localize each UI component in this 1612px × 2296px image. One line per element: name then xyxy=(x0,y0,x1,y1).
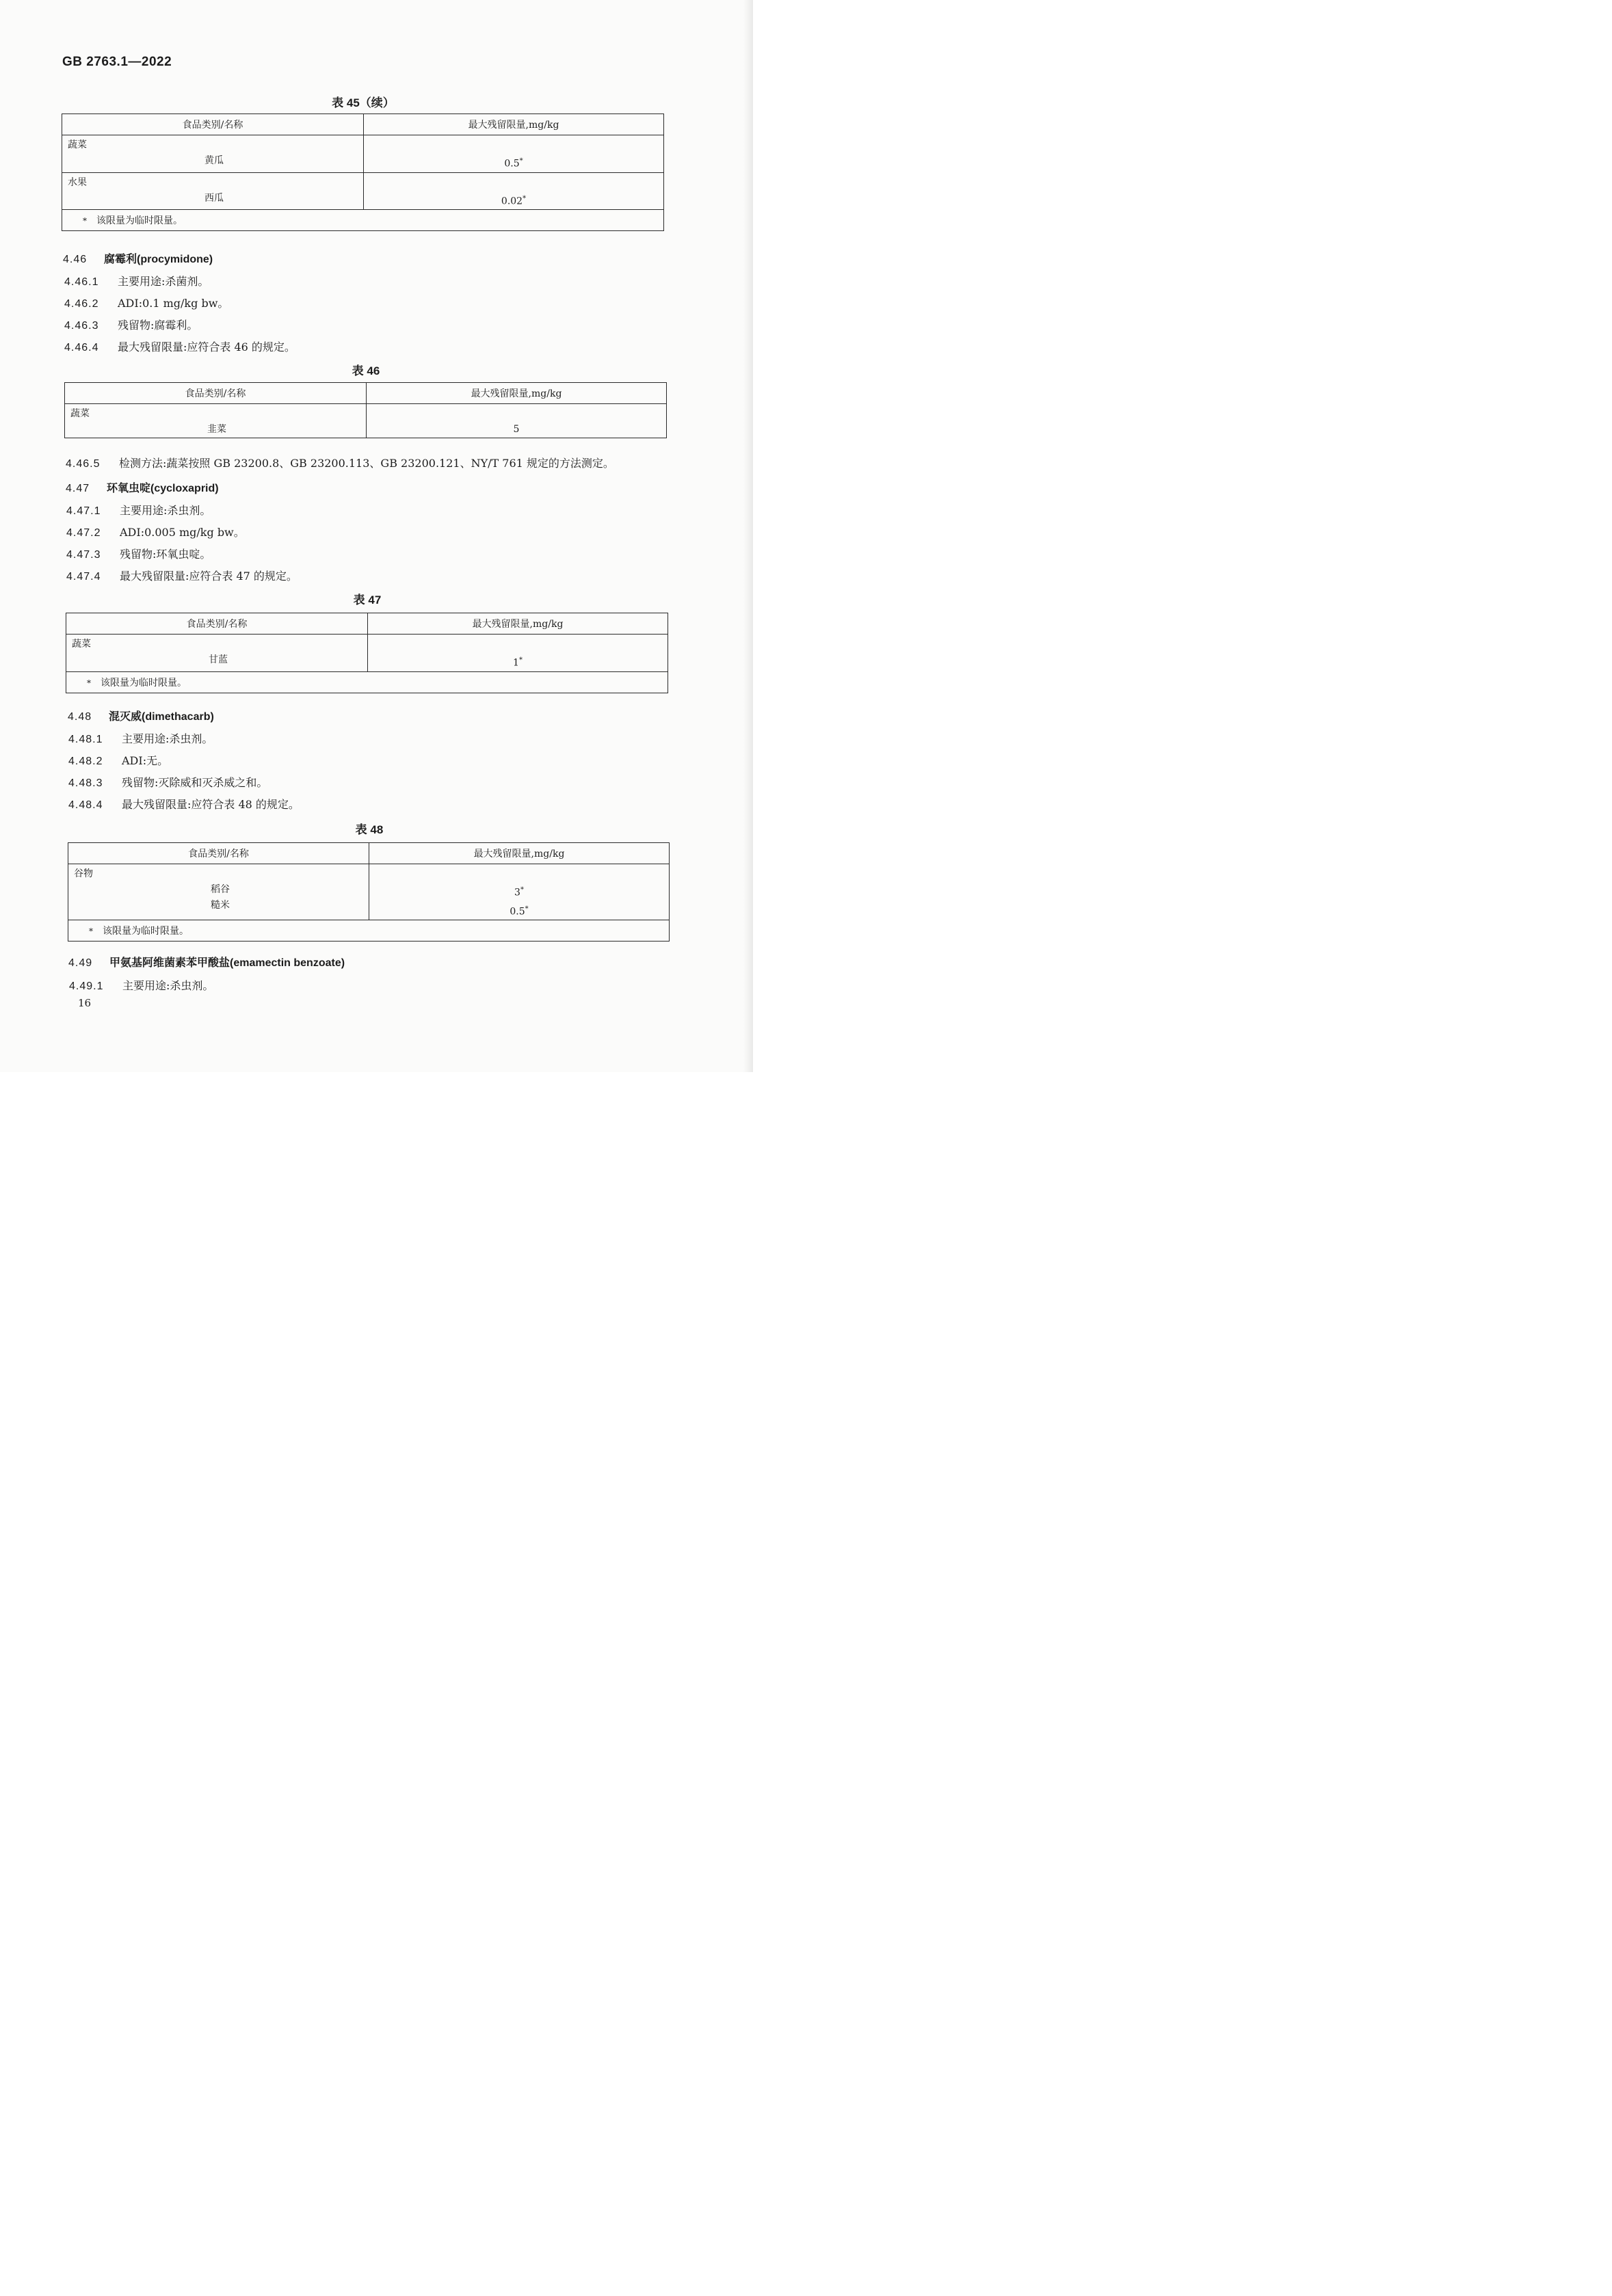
food-name: 西瓜 xyxy=(204,192,224,204)
table-46-caption: 表 46 xyxy=(352,364,380,377)
temporary-limit-mark: * xyxy=(523,194,527,202)
table-47 xyxy=(66,613,668,693)
note-text: 该限量为临时限量。 xyxy=(96,215,183,227)
food-category: 蔬菜 xyxy=(72,639,91,650)
column-header-mrl: 最大残留限量,mg/kg xyxy=(364,114,664,135)
food-name: 韭菜 xyxy=(207,424,226,435)
food-name: 稻谷 xyxy=(211,884,230,895)
clause-4-47-3: 4.47.3 残留物:环氧虫啶。 xyxy=(66,548,211,561)
table-45 xyxy=(62,114,664,231)
column-header-mrl: 最大残留限量,mg/kg xyxy=(369,843,670,864)
mrl-value: 3 xyxy=(514,887,520,898)
note-text: 该限量为临时限量。 xyxy=(101,677,187,689)
clause-4-47-4: 4.47.4 最大残留限量:应符合表 47 的规定。 xyxy=(66,570,298,583)
clause-4-49-1: 4.49.1 主要用途:杀虫剂。 xyxy=(69,979,214,992)
clause-4-48-1: 4.48.1 主要用途:杀虫剂。 xyxy=(68,732,213,745)
table-row xyxy=(65,404,667,438)
food-name: 甘蓝 xyxy=(209,654,228,665)
mrl-value: 1 xyxy=(513,657,519,669)
document-page xyxy=(0,0,753,1072)
mrl-value: 0.02 xyxy=(501,196,523,207)
temporary-limit-mark: * xyxy=(518,656,523,664)
note-text: 该限量为临时限量。 xyxy=(103,926,189,937)
table-row xyxy=(66,635,668,672)
section-heading-4-48: 4.48 混灭威(dimethacarb) xyxy=(68,711,214,723)
clause-4-46-5: 4.46.5 检测方法:蔬菜按照 GB 23200.8、GB 23200.113、GB 23200.121、NY/T 761 规定的方法测定。 xyxy=(66,457,614,470)
temporary-limit-mark: * xyxy=(519,157,523,165)
section-heading-4-49: 4.49 甲氨基阿维菌素苯甲酸盐(emamectin benzoate) xyxy=(68,957,345,969)
food-name: 黄瓜 xyxy=(204,155,224,166)
column-header-food: 食品类别/名称 xyxy=(68,843,369,864)
food-category: 蔬菜 xyxy=(70,408,90,419)
table-45-caption: 表 45（续） xyxy=(332,96,395,109)
clause-4-46-4: 4.46.4 最大残留限量:应符合表 46 的规定。 xyxy=(64,341,295,353)
mrl-value: 5 xyxy=(513,424,520,435)
clause-4-48-4: 4.48.4 最大残留限量:应符合表 48 的规定。 xyxy=(68,798,300,811)
table-47-caption: 表 47 xyxy=(353,593,382,606)
table-48 xyxy=(68,842,670,942)
clause-4-46-2: 4.46.2 ADI:0.1 mg/kg bw。 xyxy=(64,297,229,310)
note-mark: * xyxy=(87,678,91,688)
food-category: 水果 xyxy=(68,176,87,188)
note-mark: * xyxy=(83,216,87,226)
table-row xyxy=(62,172,664,210)
column-header-food: 食品类别/名称 xyxy=(66,613,368,635)
clause-4-48-3: 4.48.3 残留物:灭除威和灭杀威之和。 xyxy=(68,776,268,789)
standard-code: GB 2763.1—2022 xyxy=(62,55,172,69)
table-note xyxy=(62,210,664,231)
temporary-limit-mark: * xyxy=(520,886,524,894)
food-category: 蔬菜 xyxy=(68,139,87,150)
note-mark: * xyxy=(89,926,93,937)
table-row xyxy=(68,864,670,920)
column-header-food: 食品类别/名称 xyxy=(65,383,367,404)
clause-4-47-1: 4.47.1 主要用途:杀虫剂。 xyxy=(66,504,211,517)
clause-4-46-1: 4.46.1 主要用途:杀菌剂。 xyxy=(64,275,209,288)
section-heading-4-47: 4.47 环氧虫啶(cycloxaprid) xyxy=(66,483,219,494)
clause-4-46-3: 4.46.3 残留物:腐霉利。 xyxy=(64,319,198,332)
food-category: 谷物 xyxy=(74,868,93,879)
page-number: 16 xyxy=(78,997,92,1009)
food-name: 糙米 xyxy=(211,900,230,911)
table-note xyxy=(68,920,670,942)
table-48-caption: 表 48 xyxy=(355,823,384,836)
mrl-value: 0.5 xyxy=(504,158,520,170)
clause-4-47-2: 4.47.2 ADI:0.005 mg/kg bw。 xyxy=(66,526,245,539)
table-note xyxy=(66,671,668,693)
column-header-mrl: 最大残留限量,mg/kg xyxy=(368,613,668,635)
column-header-food: 食品类别/名称 xyxy=(62,114,364,135)
table-46 xyxy=(64,382,667,438)
table-row xyxy=(62,135,664,173)
column-header-mrl: 最大残留限量,mg/kg xyxy=(367,383,667,404)
temporary-limit-mark: * xyxy=(525,905,529,913)
clause-4-48-2: 4.48.2 ADI:无。 xyxy=(68,754,169,767)
mrl-value: 0.5 xyxy=(510,906,525,918)
section-heading-4-46: 4.46 腐霉利(procymidone) xyxy=(63,254,213,265)
